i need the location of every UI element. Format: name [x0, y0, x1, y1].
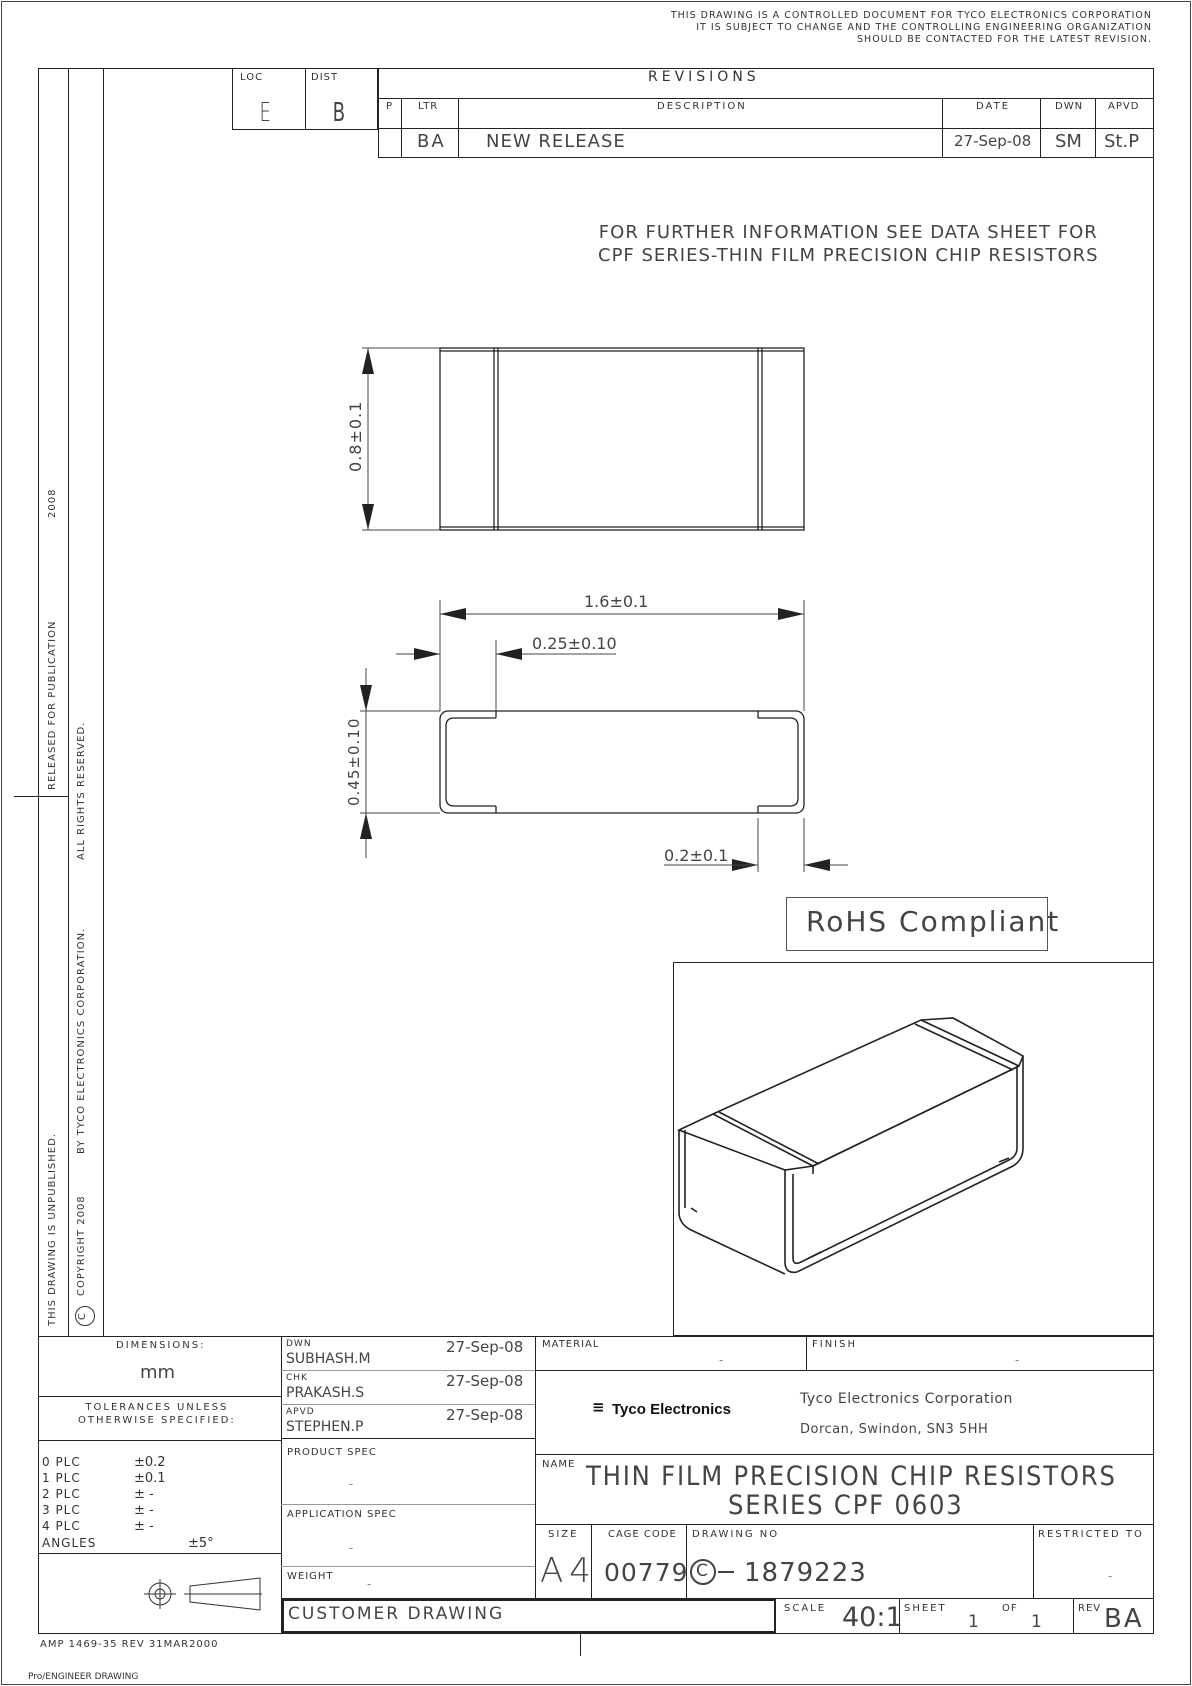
tolerance-4-value: ± -	[134, 1519, 154, 1534]
dwn-label: DWN	[286, 1339, 312, 1349]
name-divider	[535, 1524, 1154, 1525]
dimensions-unit: mm	[140, 1362, 176, 1383]
rev-divider	[1073, 1598, 1074, 1634]
material-finish-divider	[806, 1336, 807, 1370]
tolerance-4-label: 4 PLC	[42, 1519, 81, 1533]
side-year: 2008	[47, 488, 58, 518]
form-number: AMP 1469-35 REV 31MAR2000	[40, 1639, 219, 1650]
restricted-value: -	[1108, 1569, 1113, 1583]
material-value: -	[719, 1353, 724, 1367]
sig-divider-1	[281, 1370, 535, 1371]
rev-row-description: NEW RELEASE	[486, 131, 626, 152]
of-label: OF	[1002, 1603, 1018, 1614]
tolerance-0-value: ±0.2	[134, 1455, 166, 1470]
name-label: NAME	[542, 1459, 576, 1470]
dist-value: B	[332, 98, 346, 128]
dim-terminal: 0.25±0.10	[532, 634, 617, 653]
dim-bottom-terminal: 0.2±0.1	[664, 846, 729, 865]
loc-value: E	[259, 98, 271, 128]
sig-divider-3	[281, 1438, 535, 1439]
dimensions-label: DIMENSIONS:	[116, 1340, 206, 1351]
dims-divider	[38, 1396, 281, 1397]
rev-col-date: DATE	[976, 101, 1011, 112]
chk-label: CHK	[286, 1373, 308, 1383]
drawing-prefix-dash	[718, 1571, 734, 1573]
rohs-label: RoHS Compliant	[806, 905, 1061, 938]
apvd-name: STEPHEN.P	[286, 1419, 364, 1435]
tolerance-0-label: 0 PLC	[42, 1455, 81, 1469]
drawing-number: 1879223	[744, 1558, 867, 1588]
sheet-value: 1	[968, 1612, 979, 1632]
tolerance-3-label: 3 PLC	[42, 1503, 81, 1517]
tyco-logo	[592, 1396, 742, 1422]
copyright-symbol: C	[77, 1312, 88, 1320]
apvd-label: APVD	[286, 1407, 315, 1417]
rev-col-dwn: DWN	[1055, 101, 1084, 112]
weight-value: -	[367, 1577, 372, 1591]
side-copyright: COPYRIGHT 2008	[76, 1195, 87, 1296]
side-unpublished: THIS DRAWING IS UNPUBLISHED.	[47, 1133, 58, 1326]
tolerance-2-value: ± -	[134, 1487, 154, 1502]
side-view-body	[440, 711, 804, 813]
application-spec-label: APPLICATION SPEC	[287, 1509, 397, 1520]
rev-col-description: DESCRIPTION	[657, 101, 747, 112]
rev-col-p: P	[386, 101, 393, 112]
sig-divider-2	[281, 1404, 535, 1405]
revisions-title: REVISIONS	[648, 69, 760, 85]
drawing-prefix: C	[696, 1561, 708, 1581]
customer-drawing-label: CUSTOMER DRAWING	[288, 1604, 505, 1624]
of-value: 1	[1031, 1612, 1042, 1632]
restricted-label: RESTRICTED TO	[1038, 1529, 1144, 1540]
finish-label: FINISH	[812, 1339, 857, 1350]
company-divider	[535, 1454, 1154, 1455]
rev-row-ltr: BA	[417, 131, 446, 152]
scale-value: 40:1	[842, 1602, 903, 1633]
tolerance-1-value: ±0.1	[134, 1471, 166, 1486]
title-block-top	[38, 1336, 1154, 1337]
chk-name: PRAKASH.S	[286, 1385, 365, 1401]
notice-line-3: SHOULD BE CONTACTED FOR THE LATEST REVISION.	[857, 33, 1152, 45]
tyco-logo-text: Tyco Electronics	[612, 1401, 731, 1418]
part-name-line-1: THIN FILM PRECISION CHIP RESISTORS	[586, 1461, 1117, 1492]
footer-center-mark	[580, 1634, 581, 1656]
notice-line-2: IT IS SUBJECT TO CHANGE AND THE CONTROLLING ENGINEERING ORGANIZATION	[696, 21, 1152, 33]
spec-divider	[281, 1504, 535, 1505]
part-name-line-2: SERIES CPF 0603	[728, 1490, 964, 1521]
dim-height: 0.8±0.1	[346, 400, 365, 472]
side-rights: ALL RIGHTS RESERVED.	[76, 721, 87, 860]
apvd-date: 27-Sep-08	[446, 1406, 524, 1424]
tolerance-1-label: 1 PLC	[42, 1471, 81, 1485]
product-spec-label: PRODUCT SPEC	[287, 1447, 377, 1458]
side-released: RELEASED FOR PUBLICATION	[47, 620, 58, 790]
material-divider	[535, 1370, 1154, 1371]
company-address: Dorcan, Swindon, SN3 5HH	[800, 1422, 989, 1437]
rev-col-ltr: LTR	[418, 101, 439, 112]
note-line-1: FOR FURTHER INFORMATION SEE DATA SHEET FOR	[598, 222, 1098, 243]
product-spec-value: -	[349, 1477, 354, 1491]
restricted-divider	[1033, 1524, 1034, 1598]
dim-length: 1.6±0.1	[584, 592, 649, 611]
rev-row-date: 27-Sep-08	[954, 132, 1032, 150]
software-label: Pro/ENGINEER DRAWING	[28, 1672, 139, 1682]
side-by-tyco: BY TYCO ELECTRONICS CORPORATION.	[76, 927, 87, 1154]
sheet-label: SHEET	[904, 1603, 947, 1614]
loc-label: LOC	[240, 72, 264, 83]
cage-code-label: CAGE CODE	[608, 1529, 677, 1540]
title-col-2	[535, 1336, 536, 1598]
tol-divider	[38, 1440, 281, 1441]
dwn-name: SUBHASH.M	[286, 1351, 371, 1367]
title-col-1	[281, 1336, 282, 1634]
weight-label: WEIGHT	[287, 1571, 334, 1582]
material-label: MATERIAL	[542, 1339, 600, 1350]
rev-value: BA	[1104, 1604, 1144, 1634]
rev-col-apvd: APVD	[1108, 101, 1140, 112]
application-spec-value: -	[349, 1541, 354, 1555]
notice-line-1: THIS DRAWING IS A CONTROLLED DOCUMENT FOR TYCO ELECTRONICS CORPORATION	[670, 10, 1152, 21]
third-angle-projection-icon	[140, 1576, 264, 1612]
rev-row-apvd: St.P	[1104, 131, 1140, 152]
scale-label: SCALE	[784, 1603, 827, 1614]
company-name: Tyco Electronics Corporation	[800, 1391, 1013, 1407]
tyco-logo-icon: ≡	[592, 1398, 605, 1416]
size-label: SIZE	[548, 1529, 579, 1540]
side-marker-line	[14, 796, 68, 797]
note-line-2: CPF SERIES-THIN FILM PRECISION CHIP RESISTORS	[598, 244, 1099, 266]
finish-value: -	[1015, 1353, 1020, 1367]
angles-divider	[38, 1553, 281, 1554]
angles-label: ANGLES	[42, 1536, 97, 1550]
angles-value: ±5°	[188, 1536, 214, 1551]
cage-code-value: 00779	[604, 1558, 689, 1587]
rev-label: REV	[1078, 1603, 1102, 1614]
tolerances-heading	[78, 1401, 236, 1427]
tolerances-line-2: OTHERWISE SPECIFIED:	[78, 1415, 236, 1426]
tolerances-line-1: TOLERANCES UNLESS	[85, 1402, 229, 1413]
isometric-chip-drawing	[673, 962, 1154, 1336]
drawing-no-label: DRAWING NO	[692, 1529, 780, 1540]
tolerance-3-value: ± -	[134, 1503, 154, 1518]
rev-row-dwn: SM	[1055, 131, 1082, 152]
chk-date: 27-Sep-08	[446, 1372, 524, 1390]
dist-label: DIST	[311, 72, 339, 83]
dwn-date: 27-Sep-08	[446, 1338, 524, 1356]
dim-thickness: 0.45±0.10	[345, 717, 363, 806]
weight-divider	[281, 1566, 535, 1567]
size-value: A4	[540, 1551, 597, 1591]
tolerance-2-label: 2 PLC	[42, 1487, 81, 1501]
